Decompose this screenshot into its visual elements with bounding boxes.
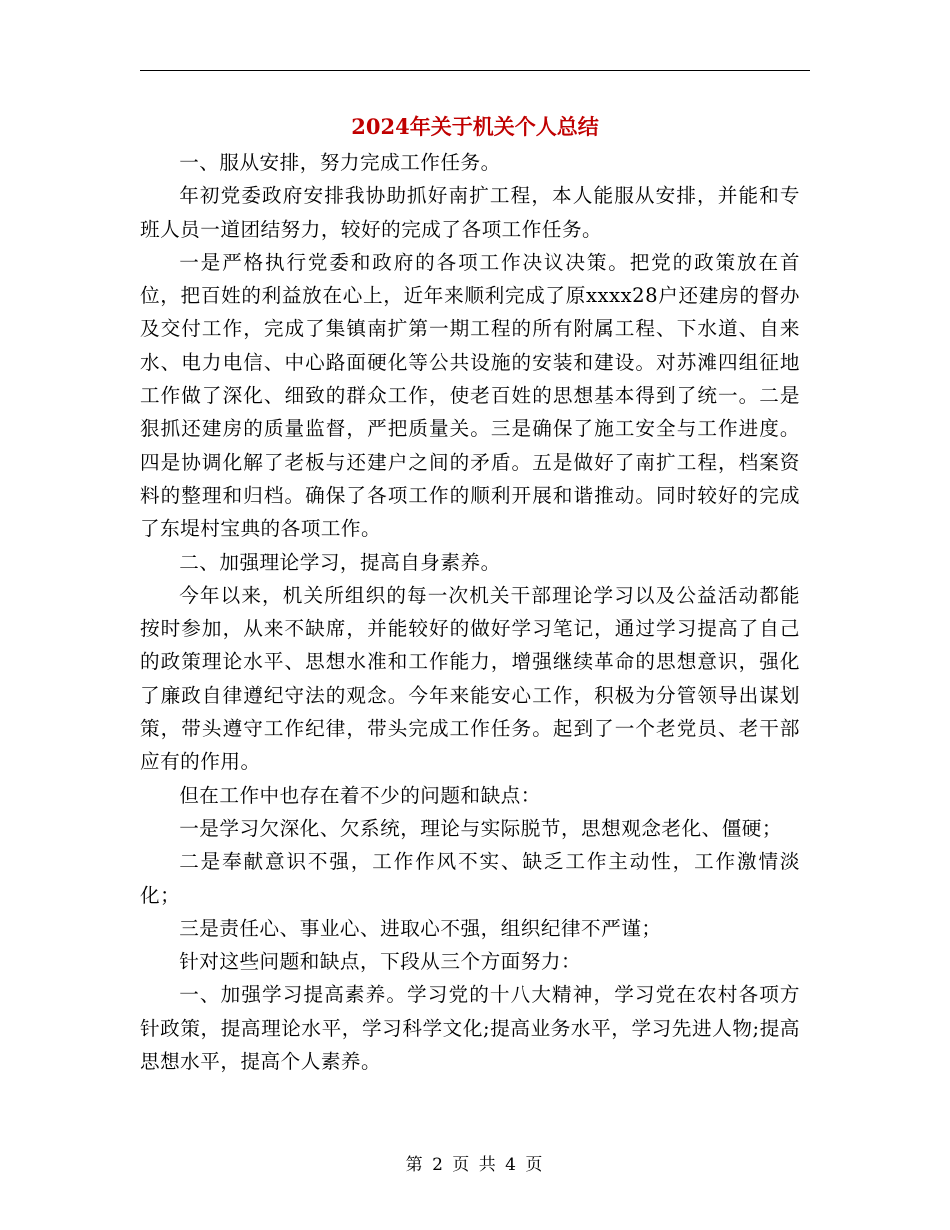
- paragraph-section-heading-2: 二、加强理论学习，提高自身素养。: [179, 550, 501, 574]
- header-rule: [140, 70, 810, 71]
- document-title: 2024年关于机关个人总结: [351, 114, 599, 139]
- list-item: 一是学习欠深化、欠系统，理论与实际脱节，思想观念老化、僵硬；: [179, 816, 782, 840]
- page-number: 第 2 页 共 4 页: [405, 1155, 545, 1175]
- list-item: 二是奉献意识不强，工作作风不实、缺乏工作主动性，工作激情淡化；: [140, 850, 800, 907]
- paragraph: 一是严格执行党委和政府的各项工作决议决策。把党的政策放在首位，把百姓的利益放在心上，近年来顺利完成了原xxxx28户还建房的督办及交付工作，完成了集镇南扩第一期工程的所有附属工程、下水道、自来水、电力电信、中心路面硬化等公共设施的安装和建设。对苏滩四组征地工作做了深化、细致的群众工作，使老百姓的思想基本得到了统一。二是狠抓还建房的质量监督，严把质量关。三是确保了施工安全与工作进度。四是协调化解了老板与还建户之间的矛盾。五是做好了南扩工程，档案资料的整理和归档。确保了各项工作的顺利开展和谐推动。同时较好的完成了东堤村宝典的各项工作。: [140, 250, 800, 541]
- paragraph: 年初党委政府安排我协助抓好南扩工程，本人能服从安排，并能和专班人员一道团结努力，较好的完成了各项工作任务。: [140, 184, 800, 241]
- document-body: [140, 146, 800, 1078]
- paragraph: 针对这些问题和缺点，下段从三个方面努力：: [179, 950, 582, 974]
- paragraph: 一、加强学习提高素养。学习党的十八大精神，学习党在农村各项方针政策，提高理论水平，学习科学文化;提高业务水平，学习先进人物;提高思想水平，提高个人素养。: [140, 983, 800, 1074]
- paragraph-section-heading-1: 一、服从安排，努力完成工作任务。: [179, 151, 501, 174]
- list-item: 三是责任心、事业心、进取心不强，组织纪律不严谨；: [179, 916, 662, 940]
- paragraph: 但在工作中也存在着不少的问题和缺点：: [179, 783, 541, 807]
- paragraph: 今年以来，机关所组织的每一次机关干部理论学习以及公益活动都能按时参加，从来不缺席，并能较好的做好学习笔记，通过学习提高了自己的政策理论水平、思想水准和工作能力，增强继续革命的思想意识，强化了廉政自律遵纪守法的观念。今年来能安心工作，积极为分管领导出谋划策，带头遵守工作纪律，带头完成工作任务。起到了一个老党员、老干部应有的作用。: [140, 583, 800, 774]
